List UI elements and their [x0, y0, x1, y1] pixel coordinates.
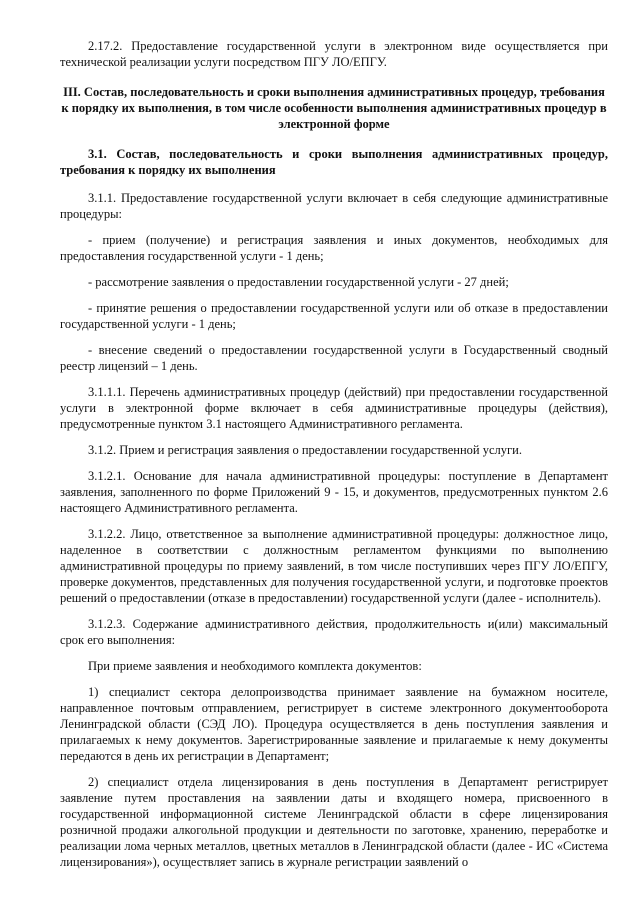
list-item: - прием (получение) и регистрация заявления и иных документов, необходимых для предоставления государственной услуги - 1 день;: [60, 233, 608, 263]
paragraph-item-1: 1) специалист сектора делопроизводства принимает заявление на бумажном носителе, направленное почтовым отправлением, регистрирует в системе электронного документооборота Ленинградской области (СЭД ЛО). Процедура осуществляется в день поступления заявления и прилагаемых к нему документов. Зарегистрированные заявление и прилагаемые к нему документы передаются в день их регистрации в Департамент;: [60, 685, 608, 763]
subsection-3-1-heading: 3.1. Состав, последовательность и сроки выполнения административных процедур, требования к порядку их выполнения: [60, 147, 608, 177]
paragraph-3-1-2-1: 3.1.2.1. Основание для начала административной процедуры: поступление в Департамент заявления, заполненного по форме Приложений 9 - 15, и документов, предусмотренных пунктом 2.6 настоящего Административного регламента.: [60, 469, 608, 515]
paragraph-3-1-2-3: 3.1.2.3. Содержание административного действия, продолжительность и(или) максимальный срок его выполнения:: [60, 617, 608, 647]
paragraph-3-1-1-1: 3.1.1.1. Перечень административных процедур (действий) при предоставлении государственной услуги в электронной форме включает в себя административные процедуры (действия), предусмотренные пунктом 3.1 настоящего Административного регламента.: [60, 385, 608, 431]
paragraph-2-17-2: 2.17.2. Предоставление государственной услуги в электронном виде осуществляется при технической реализации услуги посредством ПГУ ЛО/ЕПГУ.: [60, 39, 608, 69]
paragraph-3-1-1: 3.1.1. Предоставление государственной услуги включает в себя следующие административные процедуры:: [60, 191, 608, 221]
paragraph-item-2: 2) специалист отдела лицензирования в день поступления в Департамент регистрирует заявление путем проставления на заявлении даты и входящего номера, присвоенного в государственной информационной системе Ленинградской области в сфере лицензирования розничной продажи алкогольной продукции и деятельности по заготовке, хранению, переработке и реализации лома черных металлов, цветных металлов в Ленинградской области (далее - ИС «Система лицензирования»), осуществляет запись в журнале регистрации заявлений о: [60, 775, 608, 869]
list-item: - принятие решения о предоставлении государственной услуги или об отказе в предоставлении государственной услуги - 1 день;: [60, 301, 608, 331]
list-item: - внесение сведений о предоставлении государственной услуги в Государственный сводный реестр лицензий – 1 день.: [60, 343, 608, 373]
paragraph-3-1-2-2: 3.1.2.2. Лицо, ответственное за выполнение административной процедуры: должностное лицо, наделенное в соответствии с должностным регламентом функциями по выполнению административной процедуры по приему заявлений, в том числе поступивших через ПГУ ЛО/ЕПГУ, проверке документов, представленных для получения государственной услуги, и подготовке проектов решений о предоставлении (отказе в предоставлении) государственной услуги (далее - исполнитель).: [60, 527, 608, 605]
section-3-heading: III. Состав, последовательность и сроки выполнения административных процедур, требования к порядку их выполнения, в том числе особенности выполнения административных процедур в электронной форме: [61, 85, 607, 131]
list-item: - рассмотрение заявления о предоставлении государственной услуги - 27 дней;: [88, 275, 509, 289]
paragraph-intro: При приеме заявления и необходимого комплекта документов:: [88, 659, 422, 673]
paragraph-3-1-2: 3.1.2. Прием и регистрация заявления о предоставлении государственной услуги.: [88, 443, 522, 457]
